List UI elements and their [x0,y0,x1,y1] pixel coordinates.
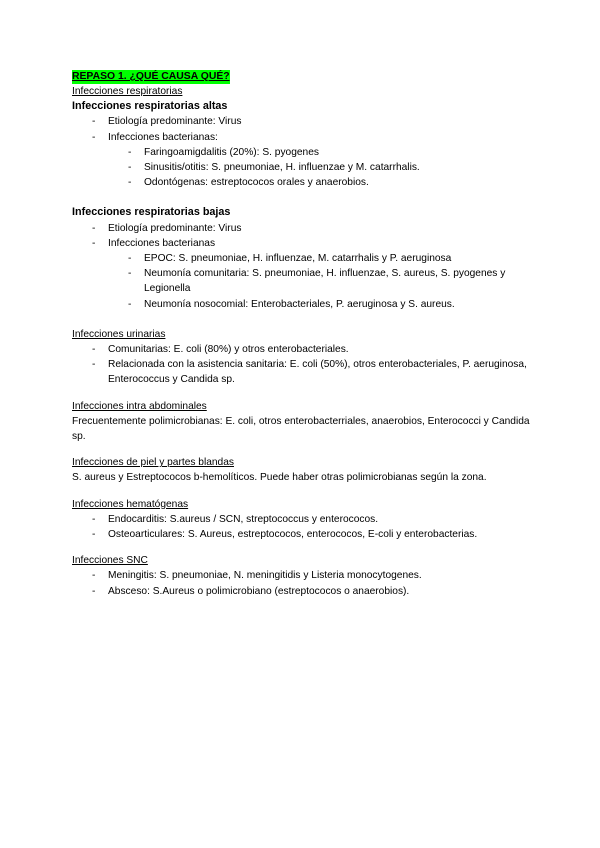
paragraph-piel: S. aureus y Estreptococos b-hemolíticos. Puede haber otras polimicrobianas según la zona. [72,472,487,484]
list-item: - Endocarditis: S.aureus / SCN, streptococcus y enterococos. [72,512,542,527]
list-item: - Relacionada con la asistencia sanitaria: E. coli (50%), otros enterobacteriales, P. aeruginosa, Enterococcus y Candida sp. [72,357,542,387]
section-heading-respiratorias: Infecciones respiratorias [72,86,183,97]
section-heading-hematogenas: Infecciones hematógenas [72,498,189,510]
paragraph-abdominales: Frecuentemente polimicrobianas: E. coli, otros enterobacterriales, anaerobios, Enterococci y Candida sp. [72,415,530,443]
list-item: - Infecciones bacterianas: [72,130,542,145]
sub-list-item: - Faringoamigdalitis (20%): S. pyogenes [72,145,542,160]
list-item: - Infecciones bacterianas [72,236,542,251]
section-heading-snc: Infecciones SNC [72,555,148,567]
list-item: - Etiología predominante: Virus [72,221,542,236]
section-heading-urinarias: Infecciones urinarias [72,328,166,340]
list-item: - Comunitarias: E. coli (80%) y otros enterobacteriales. [72,342,542,357]
section-heading-abdominales: Infecciones intra abdominales [72,400,207,412]
subheading-bajas: Infecciones respiratorias bajas [72,206,231,219]
sub-list-item: - Sinusitis/otitis: S. pneumoniae, H. influenzae y M. catarrhalis. [72,160,542,175]
sub-list-item: - EPOC: S. pneumoniae, H. influenzae, M. catarrhalis y P. aeruginosa [72,251,542,266]
document-title: REPASO 1. ¿QUÉ CAUSA QUÉ? [72,71,230,82]
list-item: - Meningitis: S. pneumoniae, N. meningitidis y Listeria monocytogenes. [72,568,542,583]
sub-list-item: - Neumonía comunitaria: S. pneumoniae, H. influenzae, S. aureus, S. pyogenes y Legionella [72,266,542,296]
list-item: - Etiología predominante: Virus [72,114,542,129]
sub-list-item: - Odontógenas: estreptococos orales y anaerobios. [72,175,542,190]
document-page [72,70,542,599]
sub-list-item: - Neumonía nosocomial: Enterobacteriales, P. aeruginosa y S. aureus. [72,297,542,312]
list-item: - Absceso: S.Aureus o polimicrobiano (estreptococos o anaerobios). [72,584,542,599]
subheading-altas: Infecciones respiratorias altas [72,100,228,113]
section-heading-piel: Infecciones de piel y partes blandas [72,457,234,469]
list-item: - Osteoarticulares: S. Aureus, estreptococos, enterococos, E-coli y enterobacterias. [72,527,542,542]
